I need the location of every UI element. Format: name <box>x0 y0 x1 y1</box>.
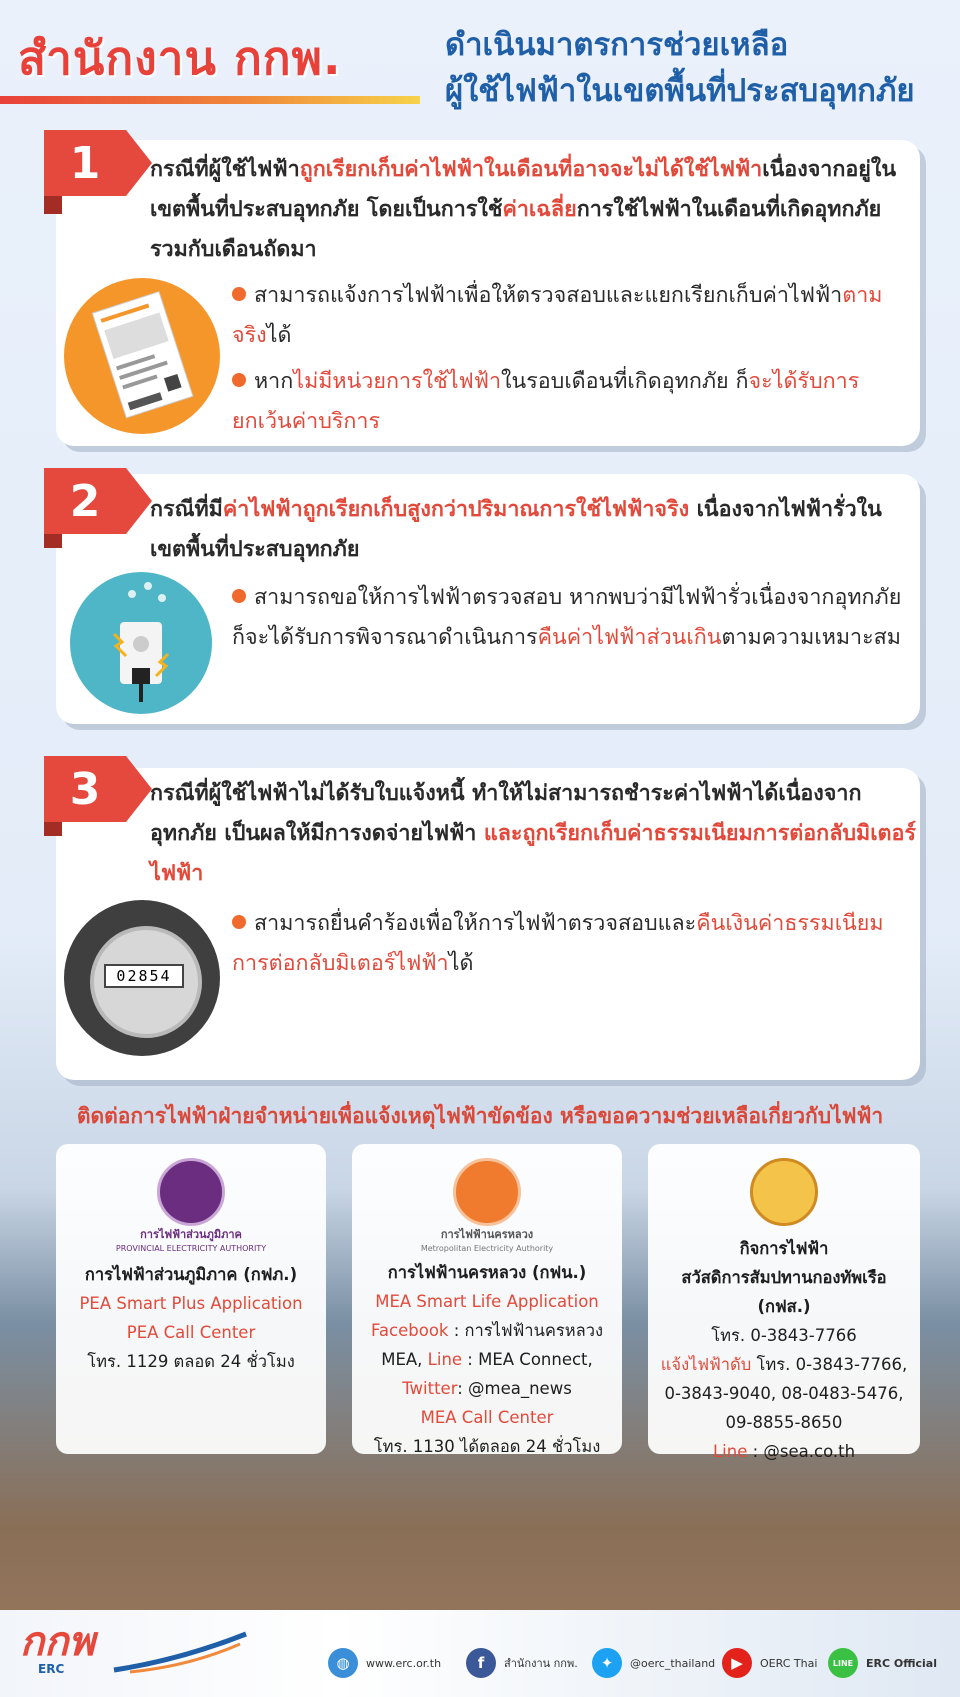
navy-outage: แจ้งไฟฟ้าดับ โทร. 0-3843-7766, <box>660 1355 908 1374</box>
mea-app: MEA Smart Life Application <box>375 1292 599 1311</box>
pea-phone: โทร. 1129 ตลอด 24 ชั่วโมง <box>87 1352 295 1371</box>
mea-logo-en: Metropolitan Electricity Authority <box>420 1244 554 1253</box>
power-outlet-icon <box>70 572 212 714</box>
case-1-bullet-2: หากไม่มีหน่วยการใช้ไฟฟ้าในรอบเดือนที่เกิดอุทกภัย ก็จะได้รับการยกเว้นค่าบริการ <box>232 369 860 434</box>
navy-phone: โทร. 0-3843-7766 <box>711 1326 857 1345</box>
mea-logo-th: การไฟฟ้านครหลวง <box>440 1228 534 1241</box>
navy-phone-2: 0-3843-9040, 08-0483-5476, <box>664 1384 904 1403</box>
case-number-badge-1: 1 <box>44 130 126 196</box>
twitter-icon: ✦ <box>592 1648 622 1678</box>
mea-contact-box <box>352 1144 622 1454</box>
navy-name-3: (กฟส.) <box>757 1297 811 1316</box>
social-twitter[interactable]: ✦ @oerc_thailand <box>592 1648 715 1678</box>
case-2-bullet-1: สามารถขอให้การไฟฟ้าตรวจสอบ หากพบว่ามีไฟฟ้ารั่วเนื่องจากอุทกภัยก็จะได้รับการพิจารณาดำเนินการคืนค่าไฟฟ้าส่วนเกินตามความเหมาะสม <box>232 585 902 650</box>
social-youtube[interactable]: ▶ OERC Thai <box>722 1648 817 1678</box>
social-facebook[interactable]: f สำนักงาน กกพ. <box>466 1648 578 1678</box>
headline-line-1: ดำเนินมาตรการช่วยเหลือ <box>445 27 789 63</box>
pea-logo <box>157 1158 225 1226</box>
erc-logo-sub: ERC <box>38 1662 65 1676</box>
pea-logo-en: PROVINCIAL ELECTRICITY AUTHORITY <box>115 1244 267 1253</box>
erc-logo-text: กกพ <box>20 1619 95 1665</box>
case-1-description: กรณีที่ผู้ใช้ไฟฟ้าถูกเรียกเก็บค่าไฟฟ้าในเดือนที่อาจจะไม่ได้ใช้ไฟฟ้าเนื่องจากอยู่ในเขตพื้นที่ประสบอุทกภัย โดยเป็นการใช้ค่าเฉลี่ยการใช้ไฟฟ้าในเดือนที่เกิดอุทกภัยรวมกับเดือนถัดมา <box>150 157 897 262</box>
electric-meter-icon <box>64 900 220 1056</box>
social-line[interactable]: LINE ERC Official <box>828 1648 937 1678</box>
meter-reading: 02854 <box>104 964 184 988</box>
navy-name-1: กิจการไฟฟ้า <box>739 1239 829 1258</box>
mea-twitter: Twitter: @mea_news <box>402 1379 572 1398</box>
social-web[interactable]: ◍ www.erc.or.th <box>328 1648 441 1678</box>
bill-icon <box>64 278 220 434</box>
bullet-dot <box>232 287 246 301</box>
page-headline <box>445 22 915 114</box>
pea-contact-box <box>56 1144 326 1454</box>
case-1-bullet-1: สามารถแจ้งการไฟฟ้าเพื่อให้ตรวจสอบและแยกเรียกเก็บค่าไฟฟ้าตามจริงได้ <box>232 283 883 348</box>
facebook-icon: f <box>466 1648 496 1678</box>
case-number-badge-3: 3 <box>44 756 126 822</box>
mea-name: การไฟฟ้านครหลวง (กฟน.) <box>387 1263 587 1282</box>
brand-underline <box>0 96 420 104</box>
youtube-icon: ▶ <box>722 1648 752 1678</box>
case-2-description: กรณีที่มีค่าไฟฟ้าถูกเรียกเก็บสูงกว่าปริมาณการใช้ไฟฟ้าจริง เนื่องจากไฟฟ้ารั่วในเขตพื้นที่ประสบอุทกภัย <box>150 497 882 562</box>
globe-icon: ◍ <box>328 1648 358 1678</box>
mea-call-center: MEA Call Center <box>420 1408 554 1427</box>
contact-heading: ติดต่อการไฟฟ้าฝ่ายจำหน่ายเพื่อแจ้งเหตุไฟฟ้าขัดข้อง หรือขอความช่วยเหลือเกี่ยวกับไฟฟ้า <box>76 1104 884 1128</box>
pea-call-center: PEA Call Center <box>126 1323 256 1342</box>
navy-contact-box <box>648 1144 920 1461</box>
line-icon: LINE <box>828 1648 858 1678</box>
navy-name-2: สวัสดิการสัมปทานกองทัพเรือ <box>681 1268 887 1287</box>
erc-logo <box>20 1619 95 1676</box>
badge-fold <box>44 196 62 214</box>
pea-app: PEA Smart Plus Application <box>79 1294 303 1313</box>
mea-logo <box>453 1158 521 1226</box>
mea-line: MEA, Line : MEA Connect, <box>381 1350 593 1369</box>
pea-name: การไฟฟ้าส่วนภูมิภาค (กฟภ.) <box>84 1265 298 1284</box>
bullet-dot <box>232 915 246 929</box>
headline-line-2: ผู้ใช้ไฟฟ้าในเขตพื้นที่ประสบอุทกภัย <box>445 73 915 109</box>
navy-phone-3: 09-8855-8650 <box>725 1413 843 1432</box>
navy-logo <box>750 1158 818 1226</box>
pea-logo-th: การไฟฟ้าส่วนภูมิภาค <box>140 1228 242 1241</box>
bullet-dot <box>232 589 246 603</box>
case-3-bullet-1: สามารถยื่นคำร้องเพื่อให้การไฟฟ้าตรวจสอบและคืนเงินค่าธรรมเนียมการต่อกลับมิเตอร์ไฟฟ้าได้ <box>232 911 884 976</box>
mea-phone: โทร. 1130 ได้ตลอด 24 ชั่วโมง <box>373 1437 601 1456</box>
erc-swoosh <box>110 1630 250 1674</box>
case-3-description: กรณีที่ผู้ใช้ไฟฟ้าไม่ได้รับใบแจ้งหนี้ ทำให้ไม่สามารถชำระค่าไฟฟ้าได้เนื่องจากอุทกภัย เป็นผลให้มีการงดจ่ายไฟฟ้า และถูกเรียกเก็บค่าธรรมเนียมการต่อกลับมิเตอร์ไฟฟ้า <box>150 781 916 886</box>
mea-facebook: Facebook : การไฟฟ้านครหลวง <box>370 1321 604 1340</box>
case-number-badge-2: 2 <box>44 468 126 534</box>
navy-line: Line : @sea.co.th <box>712 1442 856 1461</box>
bullet-dot <box>232 373 246 387</box>
brand-title: สำนักงาน กกพ. <box>18 31 342 85</box>
